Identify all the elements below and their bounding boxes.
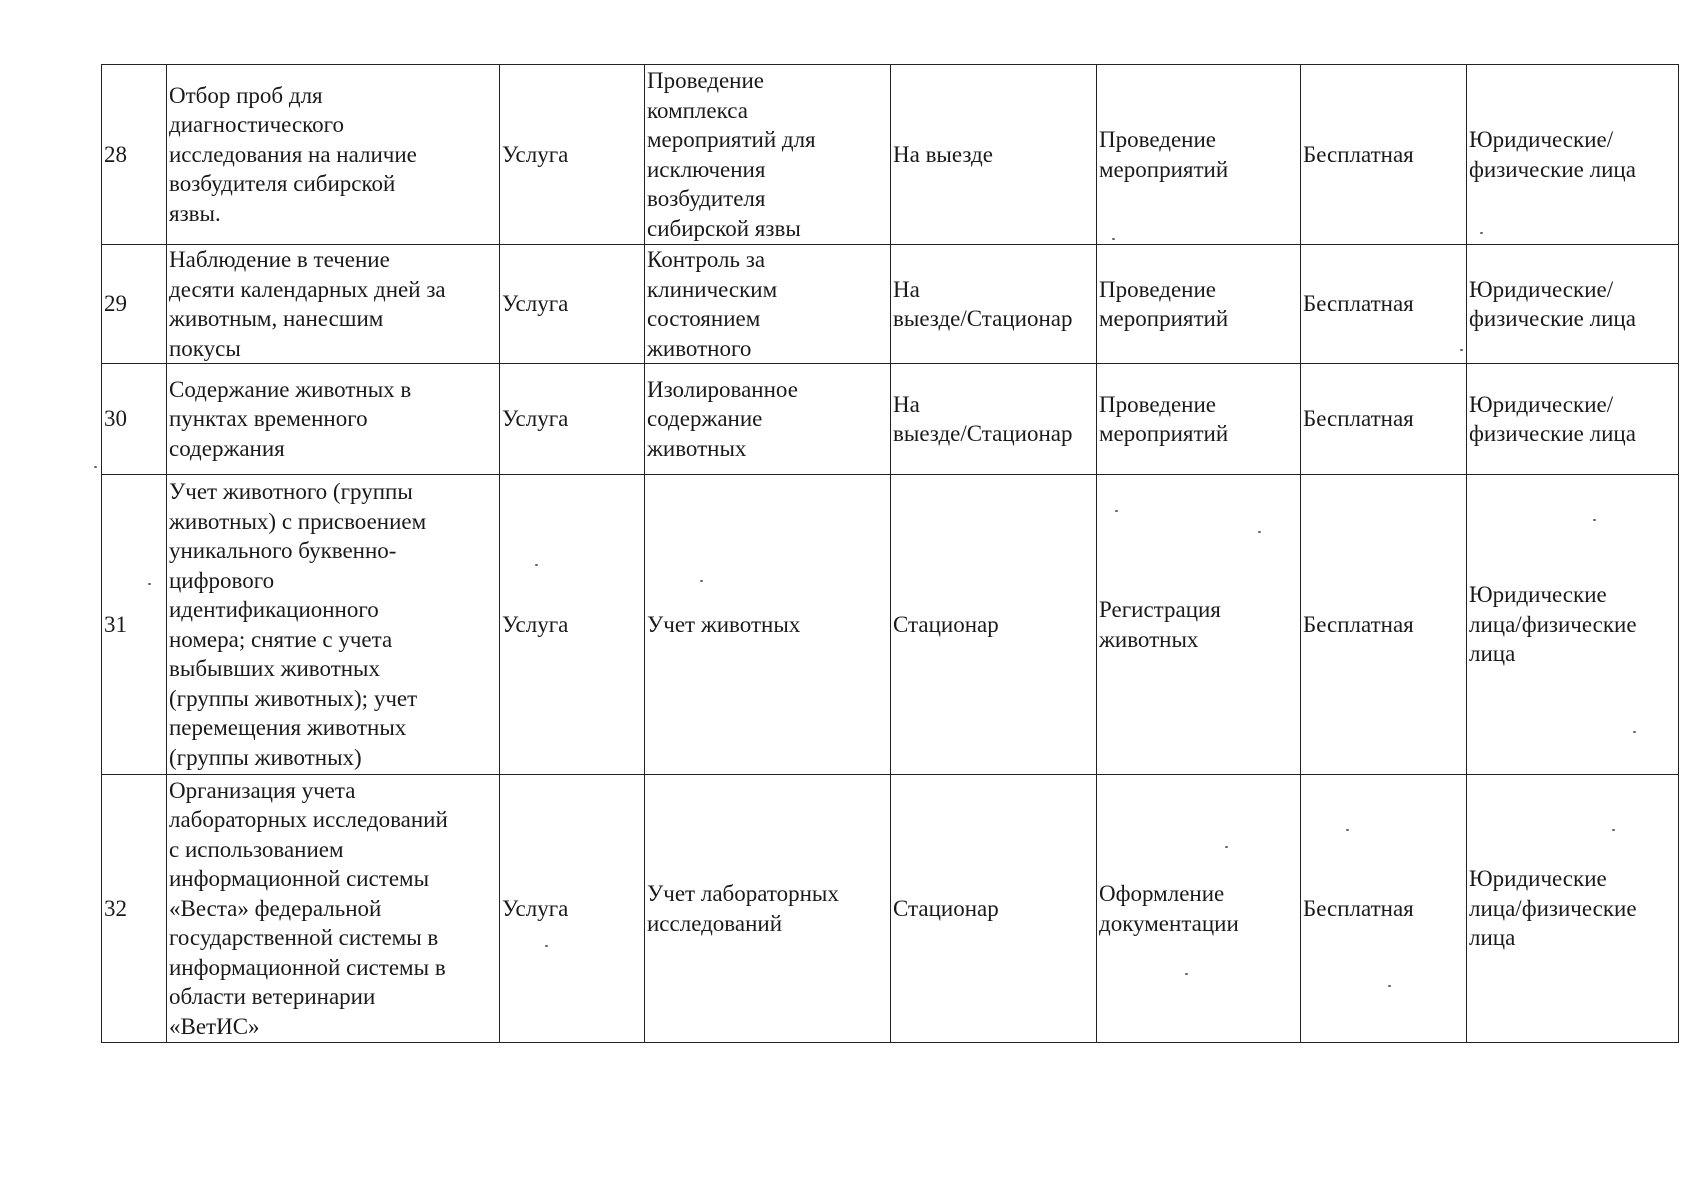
row-number: 29: [102, 245, 167, 364]
services-table: [101, 64, 1679, 1043]
scan-speck: [1633, 731, 1636, 733]
scan-speck: [1346, 829, 1349, 831]
row-number: 28: [102, 65, 167, 245]
service-type: Услуга: [500, 65, 645, 245]
table-row: [102, 65, 1679, 245]
service-price: Бесплатная: [1301, 245, 1467, 364]
scan-speck: [1612, 829, 1615, 831]
scan-speck: [1185, 973, 1188, 975]
service-recipients: Юридические/ физические лица: [1467, 245, 1679, 364]
scan-speck: [700, 580, 703, 582]
service-name: Учет животного (группы животных) с присвоением уникального буквенно- цифрового идентификационного номера; снятие с учета выбывших животных (группы животных); учет перемещения животных (группы животных): [167, 475, 500, 775]
service-description: Контроль за клиническим состоянием животного: [645, 245, 891, 364]
service-recipients: Юридические/ физические лица: [1467, 364, 1679, 475]
service-description: Учет лабораторных исследований: [645, 775, 891, 1043]
scan-speck: [1593, 519, 1596, 521]
table-row: [102, 775, 1679, 1043]
service-form: Проведение мероприятий: [1097, 245, 1301, 364]
service-price: Бесплатная: [1301, 65, 1467, 245]
row-number: 31: [102, 475, 167, 775]
service-form: Регистрация животных: [1097, 475, 1301, 775]
service-recipients: Юридические/ физические лица: [1467, 65, 1679, 245]
scan-speck: [1480, 232, 1483, 234]
scan-speck: [1115, 510, 1118, 512]
service-name: Наблюдение в течение десяти календарных дней за животным, нанесшим покусы: [167, 245, 500, 364]
service-price: Бесплатная: [1301, 775, 1467, 1043]
row-number: 30: [102, 364, 167, 475]
service-recipients: Юридические лица/физические лица: [1467, 475, 1679, 775]
scan-speck: [1258, 531, 1261, 533]
service-place: На выезде/Стационар: [891, 245, 1097, 364]
scan-speck: [1112, 238, 1115, 240]
service-name: Организация учета лабораторных исследований с использованием информационной системы «Веста» федеральной государственной системы в информационной системы в области ветеринарии «ВетИС»: [167, 775, 500, 1043]
service-place: На выезде/Стационар: [891, 364, 1097, 475]
service-description: Учет животных: [645, 475, 891, 775]
scan-speck: [535, 564, 538, 566]
table-row: [102, 364, 1679, 475]
service-type: Услуга: [500, 475, 645, 775]
service-form: Оформление документации: [1097, 775, 1301, 1043]
service-place: Стационар: [891, 475, 1097, 775]
table-row: [102, 245, 1679, 364]
service-type: Услуга: [500, 364, 645, 475]
service-price: Бесплатная: [1301, 364, 1467, 475]
scan-speck: [94, 466, 97, 468]
service-description: Изолированное содержание животных: [645, 364, 891, 475]
scan-speck: [1225, 846, 1228, 848]
scan-speck: [148, 583, 151, 585]
service-type: Услуга: [500, 775, 645, 1043]
service-name: Отбор проб для диагностического исследования на наличие возбудителя сибирской язвы.: [167, 65, 500, 245]
service-form: Проведение мероприятий: [1097, 65, 1301, 245]
scan-speck: [1388, 985, 1391, 987]
service-description: Проведение комплекса мероприятий для исключения возбудителя сибирской язвы: [645, 65, 891, 245]
service-type: Услуга: [500, 245, 645, 364]
service-price: Бесплатная: [1301, 475, 1467, 775]
scan-speck: [1460, 349, 1463, 351]
row-number: 32: [102, 775, 167, 1043]
service-form: Проведение мероприятий: [1097, 364, 1301, 475]
service-place: Стационар: [891, 775, 1097, 1043]
table-row: [102, 475, 1679, 775]
scan-speck: [545, 945, 548, 947]
service-name: Содержание животных в пунктах временного содержания: [167, 364, 500, 475]
service-recipients: Юридические лица/физические лица: [1467, 775, 1679, 1043]
service-place: На выезде: [891, 65, 1097, 245]
